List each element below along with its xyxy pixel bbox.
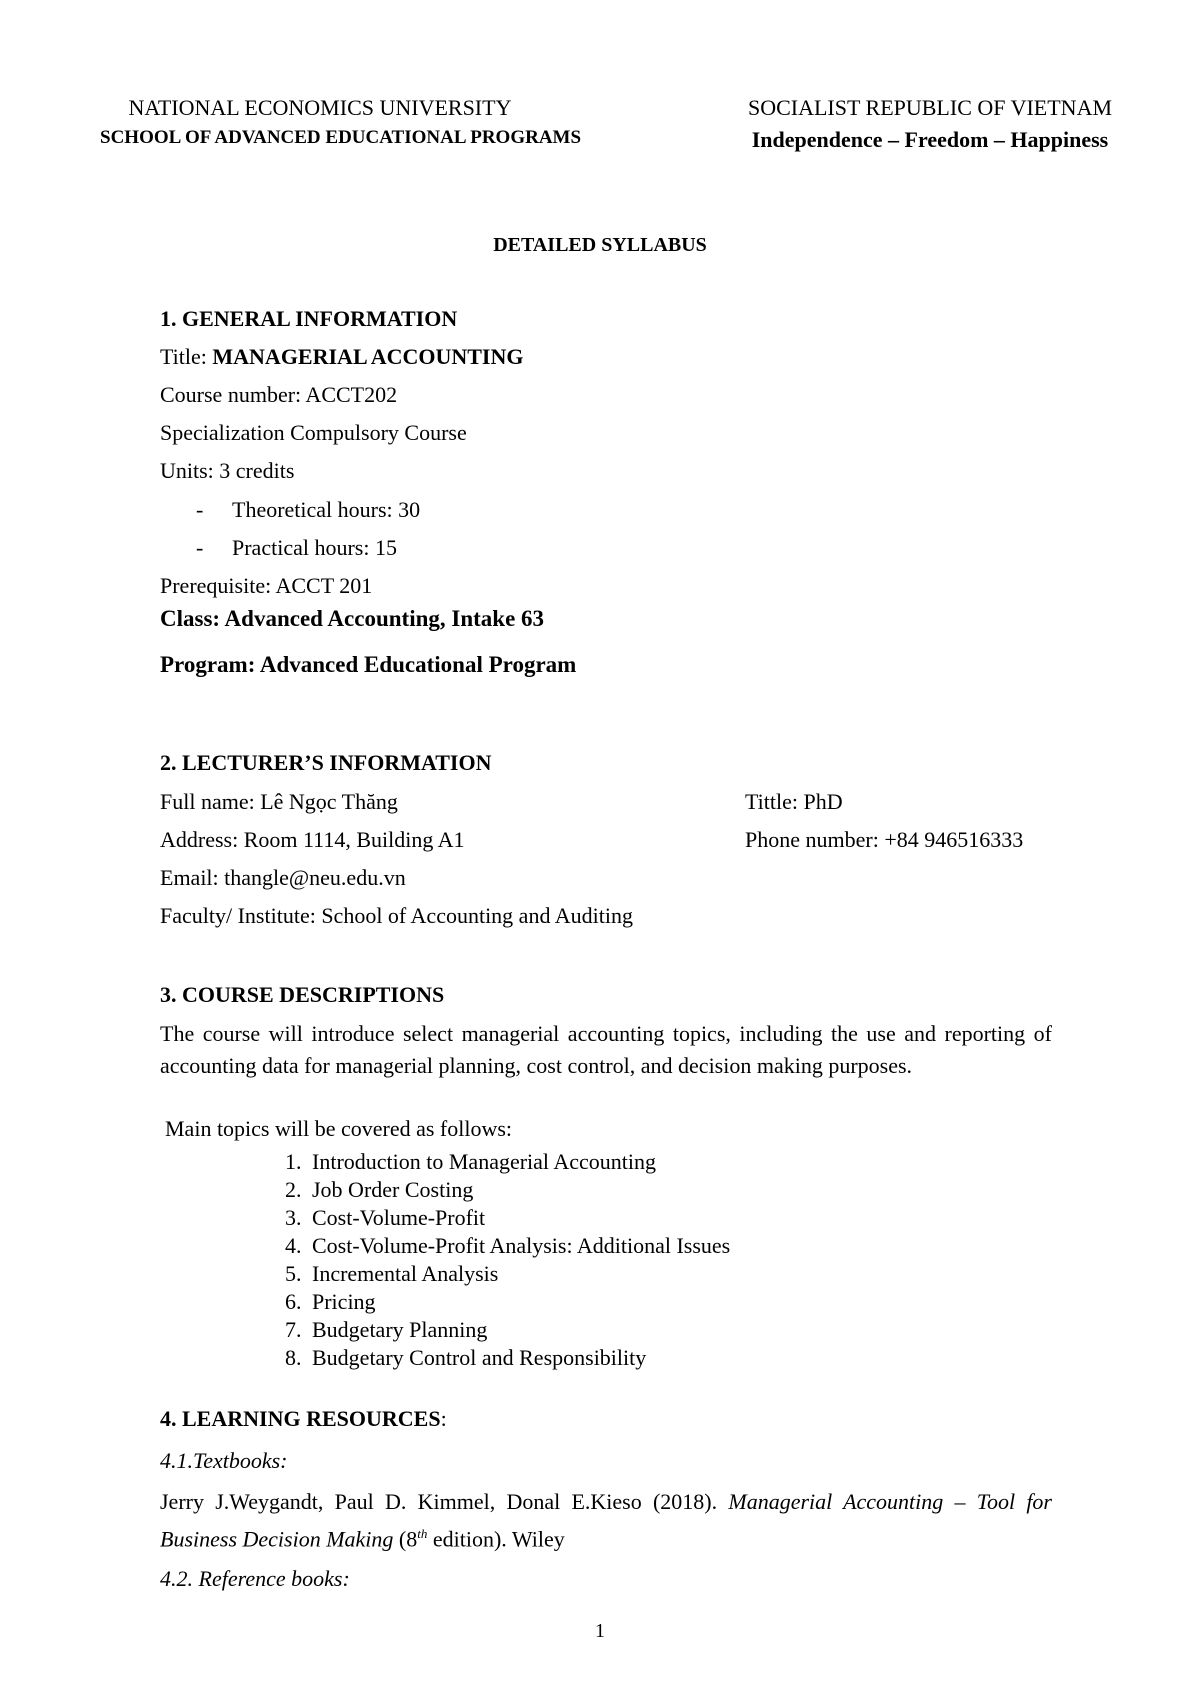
- lecturer-title: Tittle: PhD: [745, 789, 843, 814]
- lecturer-email: Email: thangle@neu.edu.vn: [160, 865, 406, 890]
- lecturer-faculty: Faculty/ Institute: School of Accounting and Auditing: [160, 903, 633, 928]
- bullet-dash: -: [196, 535, 204, 560]
- school-name: SCHOOL OF ADVANCED EDUCATIONAL PROGRAMS: [100, 127, 582, 148]
- bullet-dash: -: [196, 497, 204, 522]
- topics-intro: Main topics will be covered as follows:: [165, 1116, 513, 1141]
- course-description: The course will introduce select managerial accounting topics, including the use and reporting of accounting data for managerial planning, cost control, and decision making purposes.: [160, 1021, 1052, 1078]
- lecturer-full-name: Full name: Lê Ngọc Thăng: [160, 789, 398, 814]
- list-item: 6. Pricing: [285, 1289, 376, 1314]
- program-info: Program: Advanced Educational Program: [160, 652, 577, 677]
- course-title: [160, 344, 523, 370]
- national-motto: Independence – Freedom – Happiness: [751, 127, 1109, 152]
- section4-heading: 4. LEARNING RESOURCES:: [160, 1406, 447, 1431]
- lecturer-address: Address: Room 1114, Building A1: [160, 827, 465, 852]
- country-name: SOCIALIST REPUBLIC OF VIETNAM: [747, 95, 1113, 120]
- reference-books-label: 4.2. Reference books:: [160, 1566, 350, 1591]
- course-number: Course number: ACCT202: [160, 382, 398, 407]
- topic-list: [285, 1148, 730, 1372]
- practical-hours: Practical hours: 15: [232, 535, 397, 560]
- list-item: 7. Budgetary Planning: [285, 1317, 488, 1342]
- course-title-value: MANAGERIAL ACCOUNTING: [212, 344, 524, 369]
- class-info: Class: Advanced Accounting, Intake 63: [160, 606, 545, 631]
- list-item: 5. Incremental Analysis: [285, 1261, 499, 1286]
- theoretical-hours: Theoretical hours: 30: [232, 497, 421, 522]
- section3-heading: 3. COURSE DESCRIPTIONS: [160, 982, 445, 1007]
- course-units: Units: 3 credits: [160, 458, 295, 483]
- textbook-citation: Jerry J.Weygandt, Paul D. Kimmel, Donal E.Kieso (2018). Managerial Accounting – Tool for Business Decision Making (8th edition). Wiley: [160, 1489, 1052, 1552]
- section1-heading: 1. GENERAL INFORMATION: [160, 306, 458, 331]
- section2-heading: 2. LECTURER’S INFORMATION: [160, 750, 492, 775]
- list-item: 2. Job Order Costing: [285, 1177, 474, 1202]
- course-title-label: Title:: [160, 344, 213, 369]
- list-item: 1. Introduction to Managerial Accounting: [285, 1149, 656, 1174]
- list-item: 3. Cost-Volume-Profit: [285, 1205, 486, 1230]
- list-item: 8. Budgetary Control and Responsibility: [285, 1345, 647, 1370]
- prerequisite: Prerequisite: ACCT 201: [160, 573, 373, 598]
- page-number: 1: [595, 1620, 605, 1642]
- textbooks-label: 4.1.Textbooks:: [160, 1448, 288, 1473]
- course-type: Specialization Compulsory Course: [160, 420, 467, 445]
- document-title: DETAILED SYLLABUS: [493, 234, 707, 256]
- list-item: 4. Cost-Volume-Profit Analysis: Additional Issues: [285, 1233, 731, 1258]
- lecturer-phone: Phone number: +84 946516333: [745, 827, 1024, 852]
- university-name: NATIONAL ECONOMICS UNIVERSITY: [128, 95, 512, 120]
